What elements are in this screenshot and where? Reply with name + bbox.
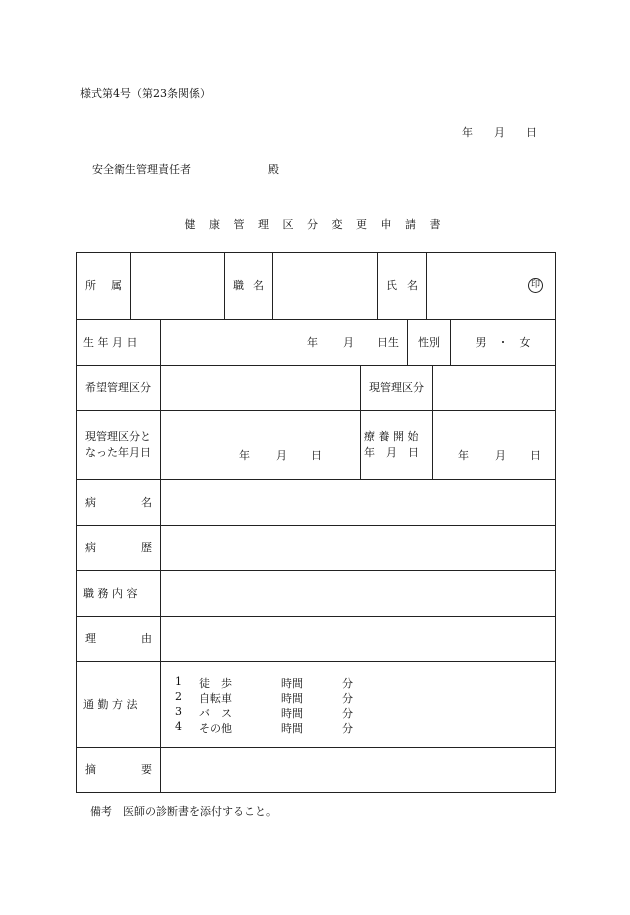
summary-label: 摘 要	[85, 763, 152, 777]
affiliation-field[interactable]	[131, 253, 224, 319]
treatment-start-field[interactable]	[433, 411, 555, 479]
commute-label: 通 勤 方 法	[83, 697, 138, 711]
name-label: 氏 名	[386, 279, 418, 293]
seal-mark: 印	[528, 278, 543, 293]
desired-category-field[interactable]	[161, 366, 360, 410]
recipient-honorific: 殿	[268, 163, 279, 176]
remarks-note: 備考 医師の診断書を添付すること。	[90, 805, 277, 818]
header-month: 月	[494, 126, 505, 139]
form-number: 様式第4号（第23条関係）	[80, 87, 211, 100]
birthdate-month: 月	[343, 335, 354, 349]
category-date-year: 年	[239, 449, 250, 462]
category-date-month: 月	[276, 449, 287, 462]
desired-category-label: 希望管理区分	[85, 381, 151, 395]
current-category-label: 現管理区分	[369, 381, 424, 395]
position-field[interactable]	[273, 253, 377, 319]
gender-label: 性別	[418, 335, 440, 349]
treatment-start-day: 日	[530, 449, 541, 462]
header-year: 年	[462, 126, 473, 139]
current-category-field[interactable]	[433, 366, 555, 410]
position-label: 職 名	[233, 279, 264, 293]
treatment-start-month: 月	[495, 449, 506, 462]
birthdate-label: 生 年 月 日	[83, 335, 138, 349]
disease-name-field[interactable]	[161, 480, 555, 525]
category-date-field[interactable]	[161, 411, 360, 479]
reason-field[interactable]	[161, 617, 555, 661]
category-date-label: 現管理区分と なった年月日	[85, 430, 151, 459]
category-date-day: 日	[311, 449, 322, 462]
birthdate-year: 年	[307, 335, 318, 349]
job-content-field[interactable]	[161, 571, 555, 616]
header-day: 日	[526, 126, 537, 139]
document-title: 健 康 管 理 区 分 変 更 申 請 書	[184, 218, 446, 231]
gender-field[interactable]: 男 ・ 女	[475, 335, 531, 349]
recipient-title: 安全衛生管理責任者	[92, 163, 191, 176]
name-field[interactable]	[427, 253, 555, 319]
treatment-start-year: 年	[458, 449, 469, 462]
medical-history-field[interactable]	[161, 526, 555, 570]
treatment-start-label: 療 養 開 始 年 月 日	[364, 430, 419, 459]
affiliation-label: 所 属	[85, 279, 122, 293]
medical-history-label: 病 歴	[85, 541, 152, 555]
job-content-label: 職 務 内 容	[83, 586, 138, 600]
reason-label: 理 由	[85, 632, 152, 646]
summary-field[interactable]	[161, 748, 555, 792]
birthdate-day: 日生	[377, 335, 399, 349]
disease-name-label: 病 名	[85, 495, 152, 509]
birthdate-field[interactable]	[161, 320, 407, 365]
recipient	[92, 161, 279, 177]
